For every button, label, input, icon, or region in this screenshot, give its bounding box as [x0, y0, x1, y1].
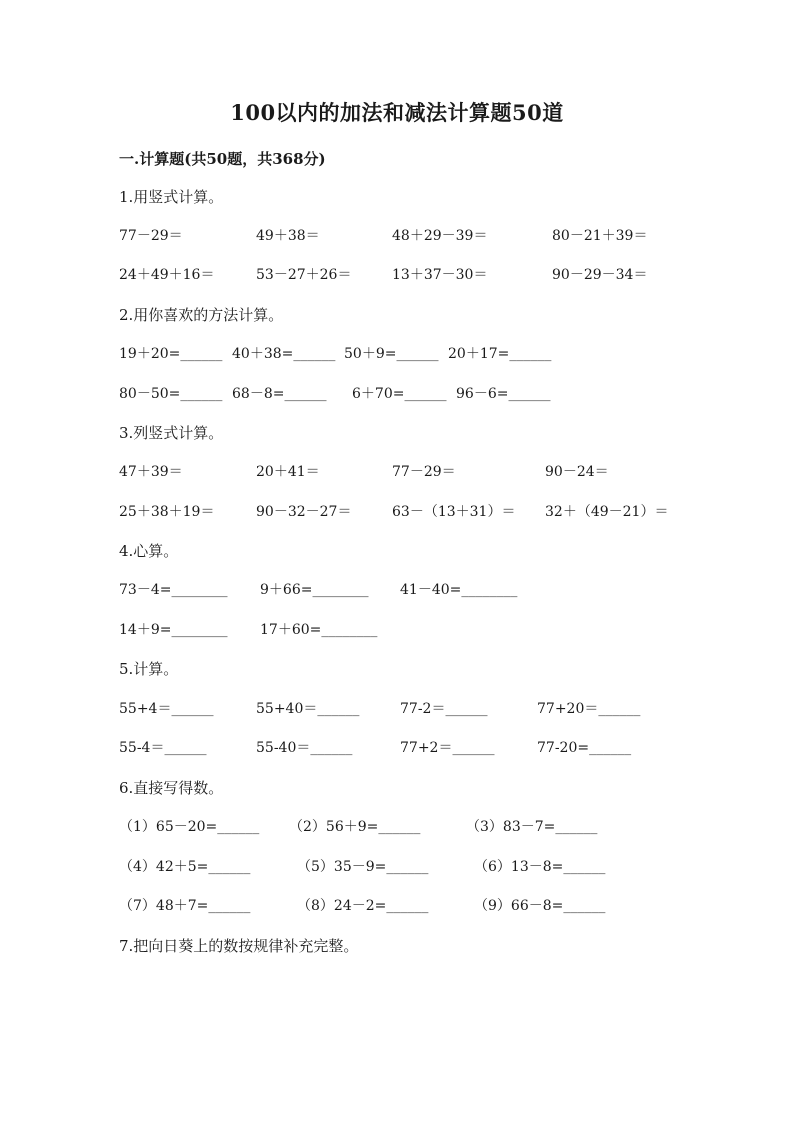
- problem: 50＋9=______: [344, 346, 439, 362]
- question-2-title: 2.用你喜欢的方法计算。: [119, 306, 284, 324]
- problem: 53－27＋26＝: [256, 267, 352, 283]
- problem: 77-2＝______: [400, 701, 488, 717]
- problem: 77+2＝______: [400, 740, 495, 756]
- problem: 55-4＝______: [119, 740, 207, 756]
- problem: 20＋17=______: [448, 346, 552, 362]
- problem: 17＋60=________: [260, 622, 378, 638]
- problem: 55-40＝______: [256, 740, 353, 756]
- problem: 19＋20=______: [119, 346, 223, 362]
- problem: 41－40=________: [400, 582, 518, 598]
- question-1-title: 1.用竖式计算。: [119, 188, 224, 206]
- page-title: 100以内的加法和减法计算题50道: [230, 100, 564, 125]
- problem: 32＋（49－21）＝: [545, 504, 669, 520]
- problem: 77+20＝______: [537, 701, 641, 717]
- problem: 49＋38＝: [256, 228, 320, 244]
- problem: 96－6=______: [456, 386, 551, 402]
- problem: 77－29＝: [119, 228, 183, 244]
- problem: 20＋41＝: [256, 464, 320, 480]
- problem: 77-20=______: [537, 740, 632, 756]
- problem: （9）66－8=______: [474, 898, 606, 914]
- problem: 55+40＝______: [256, 701, 360, 717]
- problem: 6＋70=______: [352, 386, 447, 402]
- problem: （2）56＋9=______: [289, 819, 421, 835]
- problem: 63－（13＋31）＝: [392, 504, 516, 520]
- problem: 80－50=______: [119, 386, 223, 402]
- problem: （8）24－2=______: [297, 898, 429, 914]
- problem: 73－4=________: [119, 582, 228, 598]
- problem: 90－24＝: [545, 464, 609, 480]
- question-6-title: 6.直接写得数。: [119, 779, 224, 797]
- problem: 13＋37－30＝: [392, 267, 488, 283]
- problem: 90－32－27＝: [256, 504, 352, 520]
- problem: 24＋49＋16＝: [119, 267, 215, 283]
- problem: 14＋9=________: [119, 622, 228, 638]
- problem: （3）83－7=______: [466, 819, 598, 835]
- problem: （7）48＋7=______: [119, 898, 251, 914]
- problem: 68－8=______: [232, 386, 327, 402]
- problem: 48＋29－39＝: [392, 228, 488, 244]
- question-4-title: 4.心算。: [119, 542, 179, 560]
- problem: （1）65－20=______: [119, 819, 260, 835]
- problem: （6）13－8=______: [474, 859, 606, 875]
- problem: 77－29＝: [392, 464, 456, 480]
- problem: 47＋39＝: [119, 464, 183, 480]
- problem: （5）35－9=______: [297, 859, 429, 875]
- problem: （4）42＋5=______: [119, 859, 251, 875]
- problem: 40＋38=______: [232, 346, 336, 362]
- question-5-title: 5.计算。: [119, 660, 179, 678]
- question-3-title: 3.列竖式计算。: [119, 424, 224, 442]
- problem: 90－29－34＝: [552, 267, 648, 283]
- problem: 25＋38＋19＝: [119, 504, 215, 520]
- section-heading: 一.计算题(共50题，共368分): [119, 150, 326, 168]
- problem: 55+4＝______: [119, 701, 214, 717]
- question-7-title: 7.把向日葵上的数按规律补充完整。: [119, 937, 359, 955]
- problem: 80－21＋39＝: [552, 228, 648, 244]
- problem: 9＋66=________: [260, 582, 369, 598]
